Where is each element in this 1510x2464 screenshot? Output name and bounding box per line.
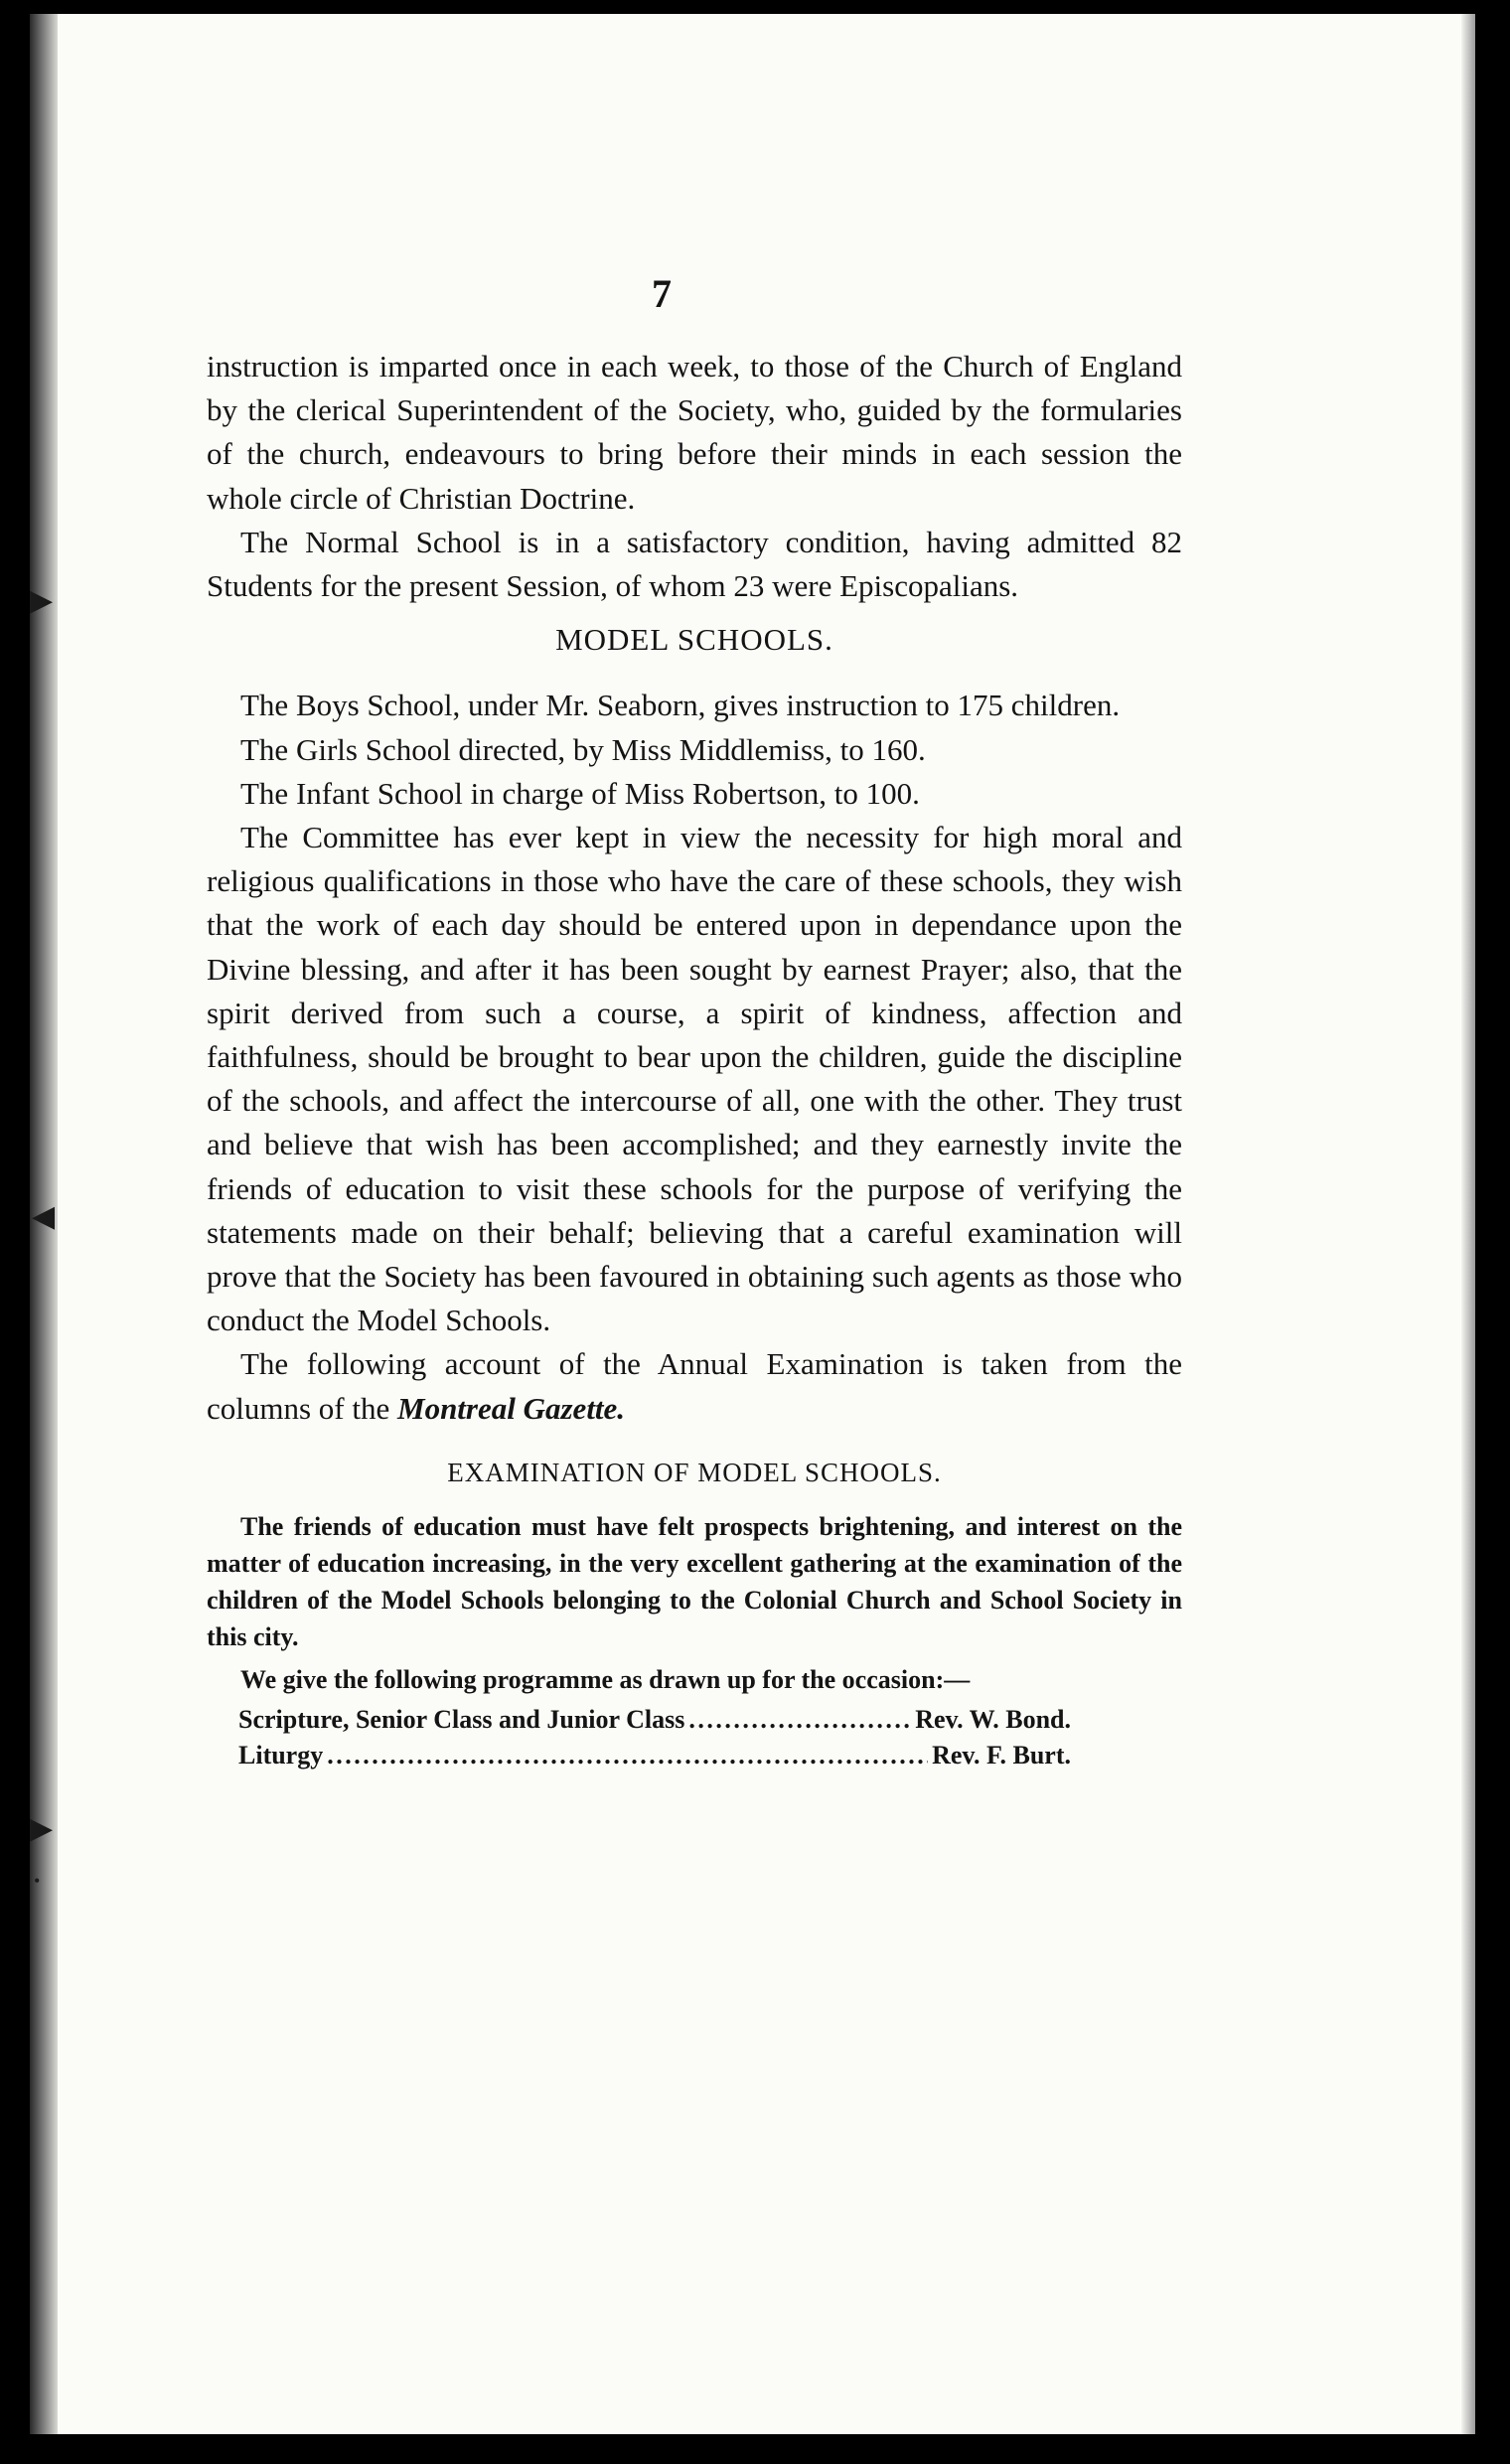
page-body [207,345,1182,1773]
section-heading-model-schools: MODEL SCHOOLS. [555,622,833,658]
binding-mark: ▶ [30,584,54,617]
page-edge-shadow [1461,14,1475,2434]
source-title: Montreal Gazette. [397,1390,626,1426]
programme-examiner: Rev. W. Bond. [915,1705,1071,1735]
binding-mark: ▶ [30,1812,54,1845]
paragraph-boys-school: The Boys School, under Mr. Seaborn, gives instruction to 175 children. [240,688,1121,723]
programme-examiner: Rev. F. Burt. [932,1741,1071,1771]
paragraph-normal-school: The Normal School is in a satisfactory condition, having admitted 82 Students for the present Session, of whom 23 were Episcopalians. [207,524,1182,604]
dot-leader [327,1738,928,1773]
paragraph-instruction: instruction is imparted once in each week, to those of the Church of England by the clerical Superintendent of the Society, who, guided by the formularies of the church, endeavours to bring before their minds in each session the whole circle of Christian Doctrine. [207,349,1182,516]
gazette-excerpt [207,1508,1182,1698]
programme-subject: Liturgy [238,1741,324,1771]
programme-list [207,1702,1182,1773]
binding-mark: • [34,1871,41,1891]
programme-subject: Scripture, Senior Class and Junior Class [238,1705,685,1735]
paragraph-annual-examination-text: The following account of the Annual Examination is taken from the columns of the [207,1346,1182,1426]
paragraph-annual-examination [207,1342,1182,1430]
paragraph-girls-school: The Girls School directed, by Miss Middlemiss, to 160. [240,731,926,767]
paragraph-friends-of-education: The friends of education must have felt prospects brightening, and interest on the matter of education increasing, in the very excellent gathering at the examination of the children of the Model Schools belonging to the Colonial Church and School Society in this city. [207,1512,1182,1652]
section-heading-examination: EXAMINATION OF MODEL SCHOOLS. [447,1457,942,1487]
document-page [30,14,1475,2434]
dot-leader [688,1702,911,1738]
programme-item [238,1738,1071,1773]
paragraph-infant-school: The Infant School in charge of Miss Robertson, to 100. [240,775,920,811]
paragraph-programme-intro: We give the following programme as drawn up for the occasion:— [240,1665,971,1695]
page-number: 7 [652,271,672,316]
paragraph-committee: The Committee has ever kept in view the necessity for high moral and religious qualifications in those who have the care of these schools, they wish that the work of each day should be entered upon in dependance upon the Divine blessing, and after it has been sought by earnest Prayer; also, that the spirit derived from such a course, a spirit of kindness, affection and faithfulness, should be brought to bear upon the children, guide the discipline of the schools, and affect the intercourse of all, one with the other. They trust and believe that wish has been accomplished; and they earnestly invite the friends of education to visit these schools for the purpose of verifying the statements made on their behalf; believing that a careful examination will prove that the Society has been favoured in obtaining such agents as those who conduct the Model Schools. [207,820,1182,1338]
programme-item [238,1702,1071,1738]
binding-mark: ◀ [32,1200,56,1233]
